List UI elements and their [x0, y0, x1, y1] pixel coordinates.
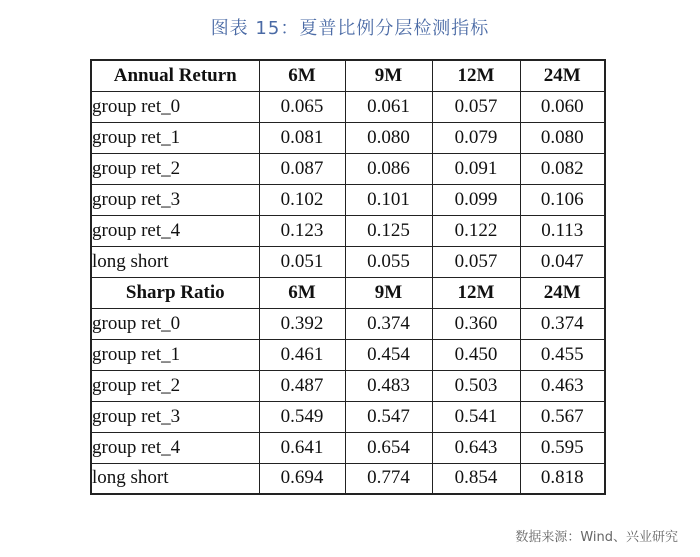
table-cell: 0.061 [345, 91, 432, 122]
table-cell: 0.774 [345, 463, 432, 494]
table-row [91, 339, 605, 370]
table-cell: 0.854 [432, 463, 520, 494]
table-row [91, 184, 605, 215]
table-row [91, 215, 605, 246]
period-header: 9M [345, 60, 432, 91]
table-row [91, 122, 605, 153]
table-cell: 0.818 [520, 463, 605, 494]
table-cell: 0.055 [345, 246, 432, 277]
table-cell: 0.374 [520, 308, 605, 339]
table-cell: 0.641 [259, 432, 345, 463]
table-cell: 0.125 [345, 215, 432, 246]
table-cell: 0.503 [432, 370, 520, 401]
table-cell: 0.091 [432, 153, 520, 184]
table-cell: 0.392 [259, 308, 345, 339]
table-row [91, 153, 605, 184]
row-label: group ret_2 [91, 370, 259, 401]
table-cell: 0.643 [432, 432, 520, 463]
table-cell: 0.549 [259, 401, 345, 432]
table-cell: 0.654 [345, 432, 432, 463]
row-label: group ret_0 [91, 91, 259, 122]
table-row [91, 432, 605, 463]
row-label: group ret_4 [91, 215, 259, 246]
table-cell: 0.461 [259, 339, 345, 370]
row-label: long short [91, 463, 259, 494]
table-cell: 0.101 [345, 184, 432, 215]
table-cell: 0.123 [259, 215, 345, 246]
table-cell: 0.463 [520, 370, 605, 401]
row-label: long short [91, 246, 259, 277]
row-label: group ret_4 [91, 432, 259, 463]
figure-title: 图表 15：夏普比例分层检测指标 [210, 18, 490, 39]
source-note: 数据来源：Wind、兴业研究 [515, 530, 678, 545]
table-cell: 0.360 [432, 308, 520, 339]
table-cell: 0.113 [520, 215, 605, 246]
table-cell: 0.087 [259, 153, 345, 184]
table-cell: 0.374 [345, 308, 432, 339]
table-cell: 0.057 [432, 91, 520, 122]
table-cell: 0.122 [432, 215, 520, 246]
table-cell: 0.079 [432, 122, 520, 153]
table-cell: 0.595 [520, 432, 605, 463]
table-row [91, 370, 605, 401]
period-header: 12M [432, 277, 520, 308]
period-header: 6M [259, 277, 345, 308]
table-cell: 0.081 [259, 122, 345, 153]
period-header: 24M [520, 277, 605, 308]
metrics-table [90, 59, 606, 495]
table-cell: 0.694 [259, 463, 345, 494]
table-cell: 0.082 [520, 153, 605, 184]
row-label: group ret_1 [91, 339, 259, 370]
table-cell: 0.454 [345, 339, 432, 370]
row-label: group ret_3 [91, 184, 259, 215]
table-row [91, 463, 605, 494]
period-header: 6M [259, 60, 345, 91]
table-cell: 0.102 [259, 184, 345, 215]
period-header: 24M [520, 60, 605, 91]
row-label: group ret_0 [91, 308, 259, 339]
table-cell: 0.086 [345, 153, 432, 184]
period-header: 9M [345, 277, 432, 308]
table-cell: 0.483 [345, 370, 432, 401]
table-cell: 0.047 [520, 246, 605, 277]
metrics-table-body [91, 60, 605, 494]
table-cell: 0.057 [432, 246, 520, 277]
table-row [91, 308, 605, 339]
table-cell: 0.099 [432, 184, 520, 215]
table-cell: 0.051 [259, 246, 345, 277]
table-row [91, 401, 605, 432]
table-cell: 0.080 [345, 122, 432, 153]
row-label: group ret_3 [91, 401, 259, 432]
header-row [91, 60, 605, 91]
table-cell: 0.080 [520, 122, 605, 153]
table-cell: 0.455 [520, 339, 605, 370]
header-row [91, 277, 605, 308]
table-cell: 0.106 [520, 184, 605, 215]
table-row [91, 91, 605, 122]
row-label: group ret_1 [91, 122, 259, 153]
table-cell: 0.060 [520, 91, 605, 122]
row-label: group ret_2 [91, 153, 259, 184]
table-cell: 0.487 [259, 370, 345, 401]
table-cell: 0.567 [520, 401, 605, 432]
table-cell: 0.065 [259, 91, 345, 122]
section-header-label: Annual Return [91, 60, 259, 91]
table-cell: 0.541 [432, 401, 520, 432]
period-header: 12M [432, 60, 520, 91]
section-header-label: Sharp Ratio [91, 277, 259, 308]
table-cell: 0.450 [432, 339, 520, 370]
table-row [91, 246, 605, 277]
table-cell: 0.547 [345, 401, 432, 432]
